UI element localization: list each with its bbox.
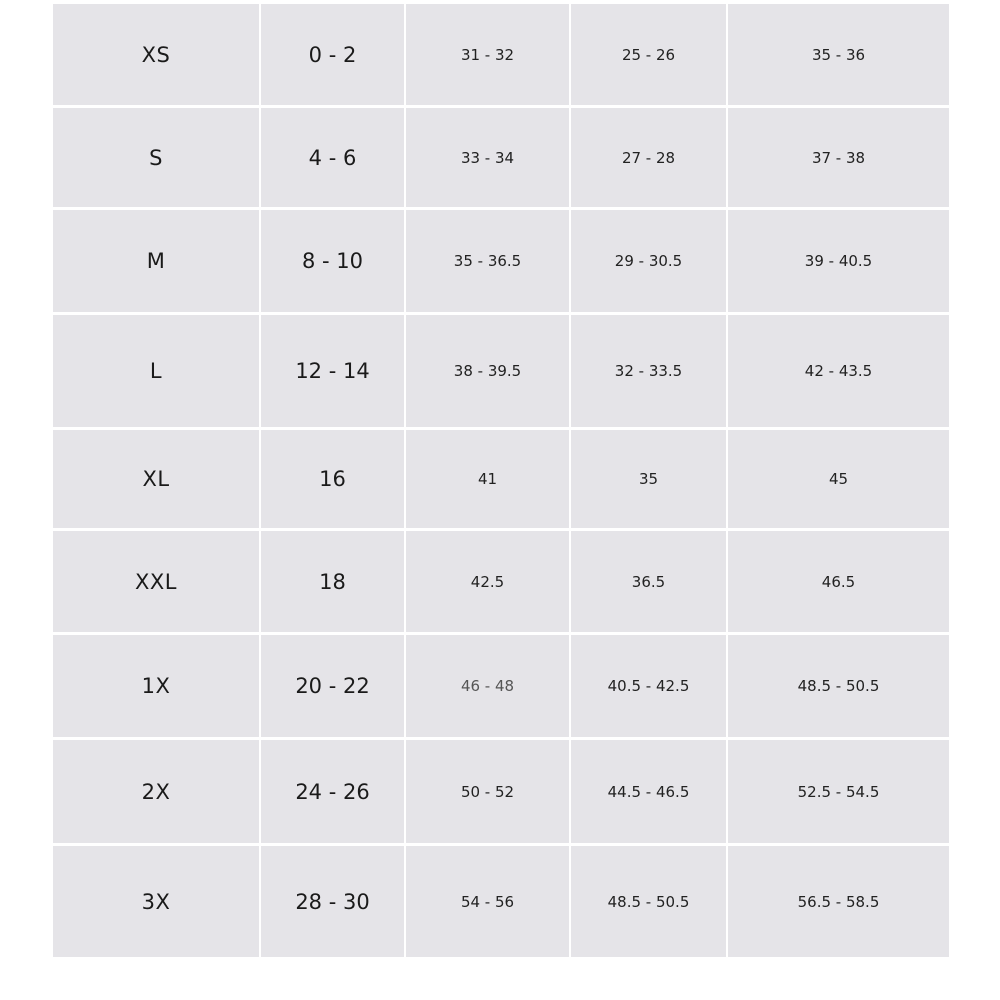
waist-cell: 35	[571, 430, 726, 528]
waist-cell: 25 - 26	[571, 4, 726, 105]
bust-cell: 31 - 32	[406, 4, 569, 105]
us-size-cell: 12 - 14	[261, 315, 404, 427]
us-size-cell: 20 - 22	[261, 635, 404, 737]
bust-cell: 35 - 36.5	[406, 210, 569, 312]
size-cell: L	[53, 315, 259, 427]
waist-cell: 48.5 - 50.5	[571, 846, 726, 957]
size-cell: XS	[53, 4, 259, 105]
hips-cell: 35 - 36	[728, 4, 949, 105]
us-size-cell: 0 - 2	[261, 4, 404, 105]
us-size-cell: 28 - 30	[261, 846, 404, 957]
bust-cell: 33 - 34	[406, 108, 569, 207]
hips-cell: 52.5 - 54.5	[728, 740, 949, 843]
waist-cell: 29 - 30.5	[571, 210, 726, 312]
us-size-cell: 24 - 26	[261, 740, 404, 843]
size-cell: 3X	[53, 846, 259, 957]
us-size-cell: 16	[261, 430, 404, 528]
bust-cell: 46 - 48	[406, 635, 569, 737]
bust-cell: 54 - 56	[406, 846, 569, 957]
hips-cell: 37 - 38	[728, 108, 949, 207]
bust-cell: 42.5	[406, 531, 569, 632]
us-size-cell: 8 - 10	[261, 210, 404, 312]
waist-cell: 44.5 - 46.5	[571, 740, 726, 843]
hips-cell: 46.5	[728, 531, 949, 632]
bust-cell: 38 - 39.5	[406, 315, 569, 427]
hips-cell: 56.5 - 58.5	[728, 846, 949, 957]
size-chart-table	[53, 0, 947, 962]
size-cell: M	[53, 210, 259, 312]
us-size-cell: 4 - 6	[261, 108, 404, 207]
size-cell: 2X	[53, 740, 259, 843]
size-cell: S	[53, 108, 259, 207]
bust-cell: 50 - 52	[406, 740, 569, 843]
hips-cell: 42 - 43.5	[728, 315, 949, 427]
waist-cell: 32 - 33.5	[571, 315, 726, 427]
size-cell: XL	[53, 430, 259, 528]
hips-cell: 45	[728, 430, 949, 528]
us-size-cell: 18	[261, 531, 404, 632]
waist-cell: 40.5 - 42.5	[571, 635, 726, 737]
size-cell: 1X	[53, 635, 259, 737]
waist-cell: 27 - 28	[571, 108, 726, 207]
size-cell: XXL	[53, 531, 259, 632]
bust-cell: 41	[406, 430, 569, 528]
hips-cell: 48.5 - 50.5	[728, 635, 949, 737]
hips-cell: 39 - 40.5	[728, 210, 949, 312]
waist-cell: 36.5	[571, 531, 726, 632]
